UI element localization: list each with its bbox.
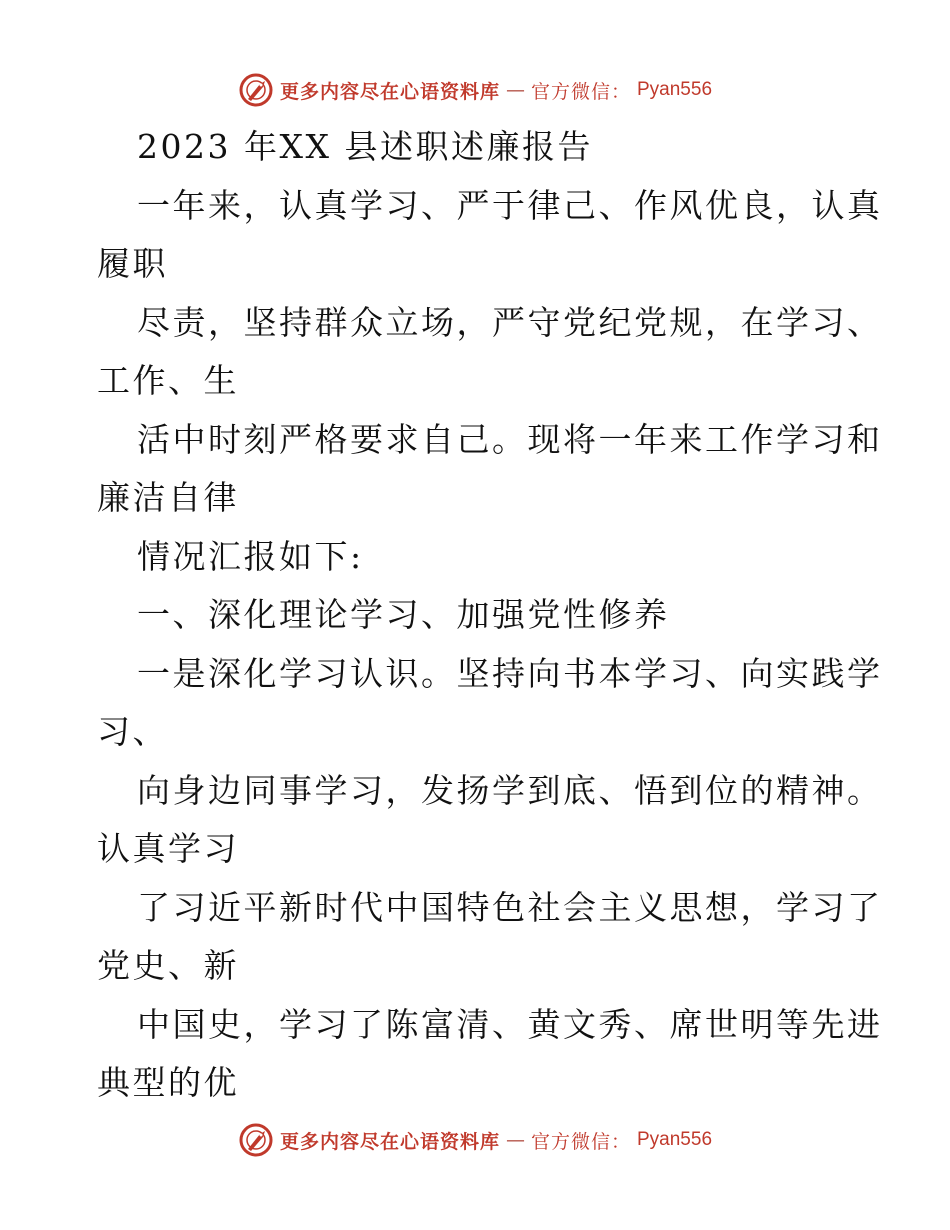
paragraph-line: 履职 bbox=[97, 244, 168, 283]
watermark-brand-text: 更多内容尽在心语资料库 bbox=[279, 1130, 500, 1153]
watermark-dash: — bbox=[505, 1129, 525, 1151]
paragraph-line: 了习近平新时代中国特色社会主义思想，学习了 bbox=[137, 887, 883, 927]
paragraph-line: 党史、新 bbox=[97, 946, 239, 985]
paragraph-line: 廉洁自律 bbox=[97, 478, 239, 517]
pen-nib-circle-icon bbox=[238, 72, 274, 108]
paragraph-line: 一年来，认真学习、严于律己、作风优良，认真 bbox=[137, 185, 883, 225]
paragraph-line: 活中时刻严格要求自己。现将一年来工作学习和 bbox=[137, 419, 883, 459]
paragraph-line: 认真学习 bbox=[97, 829, 239, 868]
header-watermark bbox=[0, 70, 950, 110]
footer-watermark bbox=[0, 1120, 950, 1160]
watermark-dash: — bbox=[505, 79, 525, 101]
watermark-brand-text: 更多内容尽在心语资料库 bbox=[279, 80, 500, 103]
paragraph-line: 典型的优 bbox=[97, 1063, 239, 1102]
watermark-wechat-id: Pyan556 bbox=[637, 1129, 713, 1150]
paragraph-line: 尽责，坚持群众立场，严守党纪党规，在学习、 bbox=[137, 302, 883, 342]
paragraph-line: 工作、生 bbox=[97, 361, 239, 400]
paragraph-line: 情况汇报如下: bbox=[137, 536, 364, 576]
watermark-official-label: 官方微信： bbox=[530, 80, 631, 103]
section-heading: 一、深化理论学习、加强党性修养 bbox=[137, 595, 670, 634]
paragraph-line: 向身边同事学习，发扬学到底、悟到位的精神。 bbox=[137, 770, 883, 810]
document-body bbox=[97, 118, 883, 1113]
paragraph-line: 中国史，学习了陈富清、黄文秀、席世明等先进 bbox=[137, 1004, 883, 1044]
paragraph-line: 习、 bbox=[97, 712, 168, 751]
watermark-wechat-id: Pyan556 bbox=[637, 79, 713, 100]
watermark-official-label: 官方微信： bbox=[530, 1130, 631, 1153]
pen-nib-circle-icon bbox=[238, 1122, 274, 1158]
paragraph-line: 一是深化学习认识。坚持向书本学习、向实践学 bbox=[137, 653, 883, 693]
document-title: 2023 年XX 县述职述廉报告 bbox=[137, 127, 593, 166]
